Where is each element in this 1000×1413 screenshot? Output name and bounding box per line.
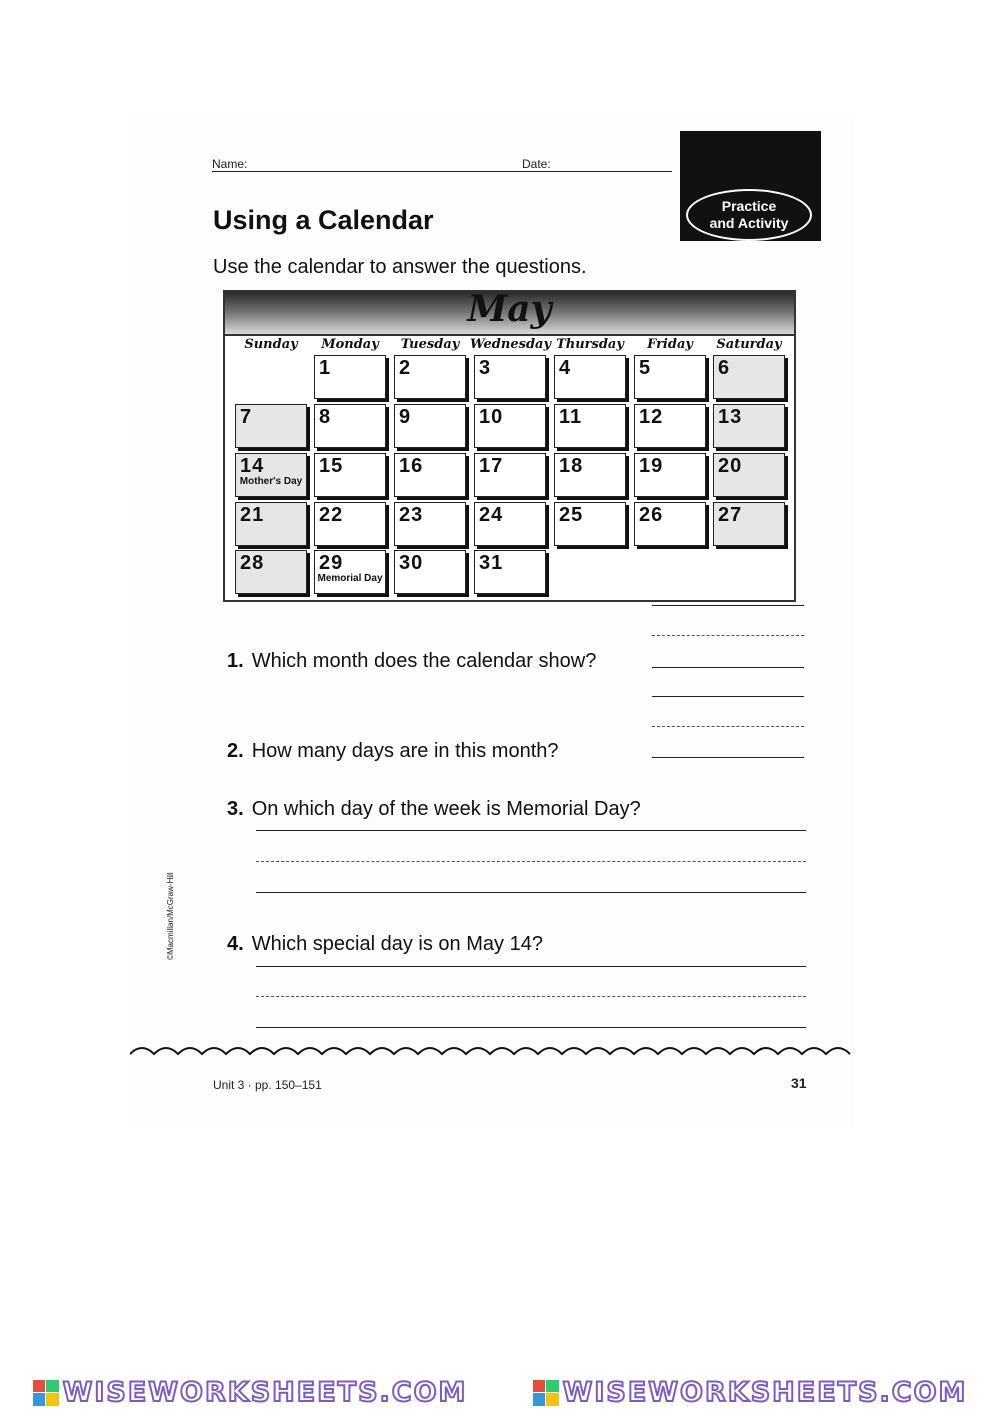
answer-3-top-line[interactable]	[256, 830, 806, 831]
calendar	[223, 290, 796, 602]
question-4	[227, 933, 543, 956]
answer-2-top-line[interactable]	[652, 696, 804, 697]
calendar-day[interactable]	[235, 453, 307, 497]
calendar-day[interactable]	[474, 550, 546, 594]
day-number: 28	[240, 552, 265, 574]
wavy-divider	[130, 1040, 855, 1064]
calendar-day[interactable]	[314, 550, 386, 594]
day-number: 20	[718, 455, 743, 477]
day-number: 11	[559, 406, 583, 428]
question-4-number: 4.	[227, 933, 244, 955]
question-1-number: 1.	[227, 650, 244, 672]
footer-unit: Unit 3 · pp. 150–151	[213, 1078, 322, 1092]
question-3-text: On which day of the week is Memorial Day?	[251, 798, 641, 820]
calendar-day[interactable]	[474, 404, 546, 448]
day-number: 30	[399, 552, 424, 574]
question-1	[227, 650, 596, 673]
day-number: 22	[319, 504, 344, 526]
answer-3-base-line[interactable]	[256, 892, 806, 893]
calendar-month-band	[225, 288, 794, 336]
copyright: ©Macmillan/McGraw-Hill	[166, 872, 175, 960]
calendar-day[interactable]	[235, 404, 307, 448]
calendar-day[interactable]	[713, 453, 785, 497]
weekday-thursday: Thursday	[556, 337, 624, 352]
calendar-day[interactable]	[474, 355, 546, 399]
calendar-day[interactable]	[314, 355, 386, 399]
calendar-day[interactable]	[634, 404, 706, 448]
calendar-day[interactable]	[314, 453, 386, 497]
day-number: 21	[240, 504, 265, 526]
day-number: 31	[479, 552, 504, 574]
calendar-day[interactable]	[554, 355, 626, 399]
question-3	[227, 798, 641, 821]
weekday-friday: Friday	[647, 337, 693, 352]
day-number: 15	[319, 455, 344, 477]
day-number: 9	[399, 406, 412, 428]
date-label: Date:	[522, 157, 551, 171]
weekday-tuesday: Tuesday	[400, 337, 460, 352]
date-line[interactable]	[512, 171, 672, 172]
answer-1-dash-line[interactable]	[652, 635, 804, 636]
name-line[interactable]	[212, 171, 512, 172]
day-number: 23	[399, 504, 424, 526]
day-number: 14	[240, 455, 265, 477]
day-number: 24	[479, 504, 504, 526]
day-event: Memorial Day	[317, 573, 383, 584]
day-number: 13	[718, 406, 743, 428]
calendar-day[interactable]	[634, 502, 706, 546]
day-number: 1	[319, 357, 332, 379]
watermark-logo-icon	[533, 1380, 559, 1406]
calendar-day[interactable]	[713, 404, 785, 448]
day-number: 7	[240, 406, 253, 428]
question-2	[227, 740, 559, 763]
calendar-day[interactable]	[314, 404, 386, 448]
day-number: 3	[479, 357, 492, 379]
calendar-day[interactable]	[394, 355, 466, 399]
page-number: 31	[791, 1075, 807, 1091]
watermark-text: WISEWORKSHEETS.COM	[62, 1377, 468, 1408]
calendar-day[interactable]	[394, 453, 466, 497]
day-number: 25	[559, 504, 584, 526]
answer-3-dash-line[interactable]	[256, 861, 806, 862]
page-title: Using a Calendar	[213, 205, 434, 235]
answer-4-dash-line[interactable]	[256, 996, 806, 997]
watermark-logo-icon	[33, 1380, 59, 1406]
instructions: Use the calendar to answer the questions.	[213, 256, 587, 278]
calendar-day[interactable]	[554, 404, 626, 448]
calendar-day[interactable]	[634, 453, 706, 497]
calendar-day[interactable]	[713, 355, 785, 399]
question-4-text: Which special day is on May 14?	[251, 933, 543, 955]
calendar-day[interactable]	[554, 502, 626, 546]
question-2-text: How many days are in this month?	[251, 740, 559, 762]
badge-line-1: Practice	[721, 198, 777, 214]
name-label: Name:	[212, 157, 248, 171]
calendar-day[interactable]	[554, 453, 626, 497]
day-number: 17	[479, 455, 504, 477]
calendar-day[interactable]	[394, 404, 466, 448]
answer-2-base-line[interactable]	[652, 757, 804, 758]
day-number: 27	[718, 504, 743, 526]
day-event: Mother's Day	[239, 476, 303, 487]
calendar-day[interactable]	[235, 550, 307, 594]
day-number: 5	[639, 357, 652, 379]
question-3-number: 3.	[227, 798, 244, 820]
question-2-number: 2.	[227, 740, 244, 762]
day-number: 2	[399, 357, 412, 379]
calendar-day[interactable]	[634, 355, 706, 399]
calendar-day[interactable]	[394, 502, 466, 546]
answer-1-base-line[interactable]	[652, 667, 804, 668]
day-number: 16	[399, 455, 424, 477]
weekday-monday: Monday	[321, 337, 379, 352]
weekday-saturday: Saturday	[716, 337, 782, 352]
day-number: 6	[718, 357, 731, 379]
badge-line-2: and Activity	[709, 215, 789, 231]
day-number: 29	[319, 552, 344, 574]
watermark-2	[533, 1377, 968, 1408]
calendar-day[interactable]	[474, 453, 546, 497]
day-number: 10	[479, 406, 504, 428]
watermark-1	[33, 1377, 468, 1408]
watermark-bar	[0, 1372, 1000, 1413]
day-number: 18	[559, 455, 584, 477]
answer-4-top-line[interactable]	[256, 966, 806, 967]
calendar-day[interactable]	[235, 502, 307, 546]
calendar-day[interactable]	[713, 502, 785, 546]
calendar-day[interactable]	[474, 502, 546, 546]
answer-2-dash-line[interactable]	[652, 726, 804, 727]
day-number: 19	[639, 455, 664, 477]
weekday-wednesday: Wednesday	[470, 337, 552, 352]
day-number: 12	[639, 406, 664, 428]
calendar-month: May	[467, 288, 552, 330]
practice-badge	[686, 189, 812, 241]
calendar-day[interactable]	[314, 502, 386, 546]
day-number: 8	[319, 406, 332, 428]
weekday-sunday: Sunday	[244, 337, 298, 352]
answer-4-base-line[interactable]	[256, 1027, 806, 1028]
calendar-day[interactable]	[394, 550, 466, 594]
question-1-text: Which month does the calendar show?	[251, 650, 597, 672]
day-number: 26	[639, 504, 664, 526]
day-number: 4	[559, 357, 572, 379]
watermark-text: WISEWORKSHEETS.COM	[562, 1377, 968, 1408]
answer-1-top-line[interactable]	[652, 605, 804, 606]
